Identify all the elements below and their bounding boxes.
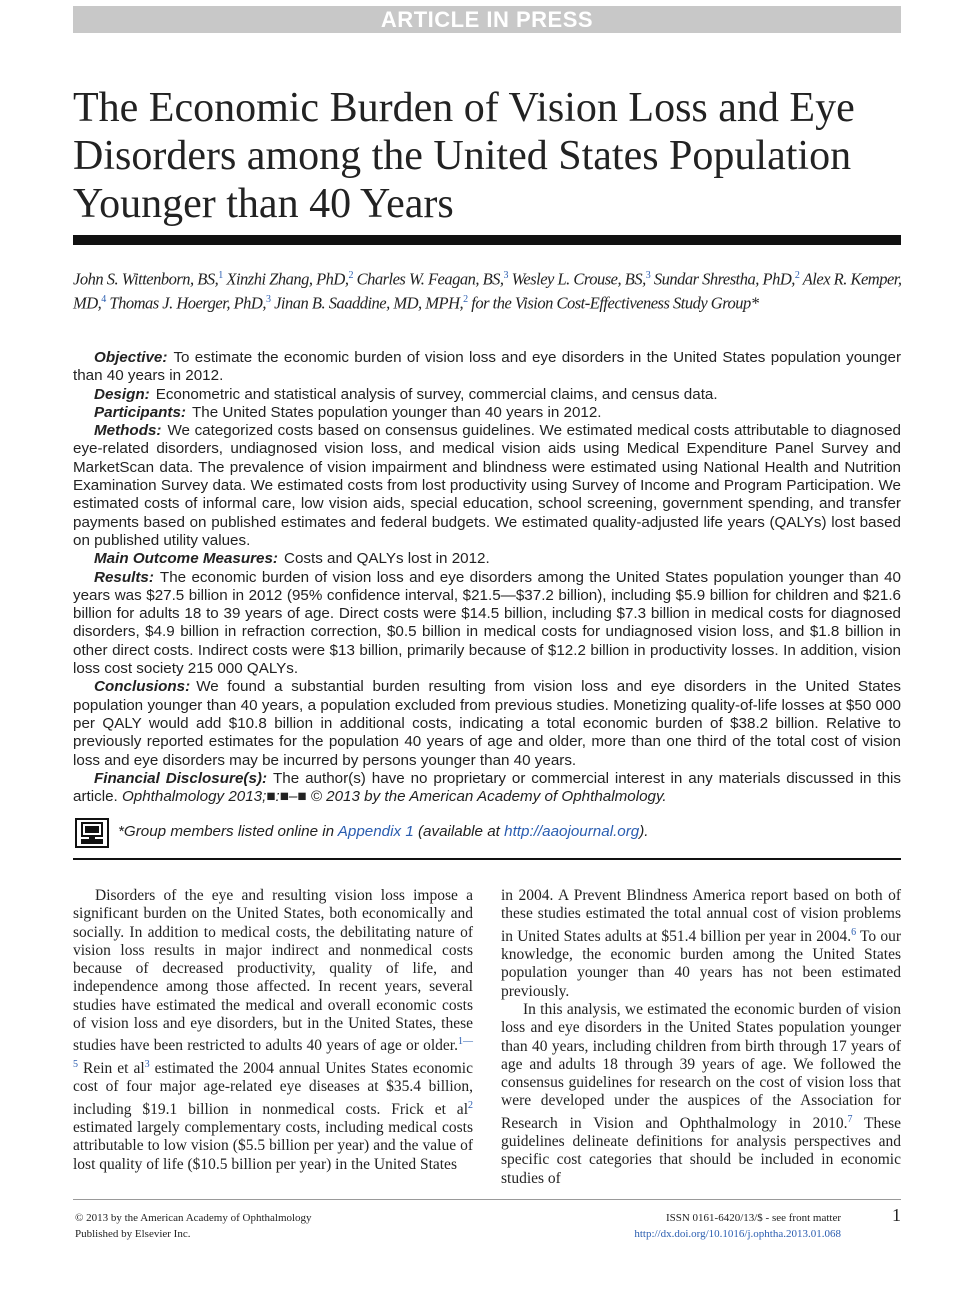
section-label: Methods:	[94, 422, 162, 440]
citation-ref[interactable]: 7	[847, 1113, 853, 1125]
citation-ref[interactable]: 2	[468, 1099, 473, 1111]
footer-divider	[73, 1199, 901, 1200]
body-text: To our knowledge, the economic burden among the United States population younger than 40 years has not been estimated previously.	[501, 927, 901, 1000]
author-name: Alex R. Kemper, MD,	[73, 269, 902, 312]
section-label: Conclusions:	[94, 678, 191, 696]
body-text: Rein et al	[78, 1059, 145, 1077]
citation-ref[interactable]: 3	[144, 1058, 150, 1070]
author-name: Xinzhi Zhang, PhD,	[226, 269, 349, 289]
author-name: Jinan B. Saaddine, MD, MPH,	[274, 293, 464, 312]
body-text: in 2004. A Prevent Blindness America report based on both of these studies estimated the total annual cost of vision problems in United States adults at $51.4 billion per year in 2004.	[501, 887, 901, 945]
abstract-results	[73, 569, 901, 679]
journal-url-link[interactable]: http://aaojournal.org	[504, 823, 640, 840]
author-name: Wesley L. Crouse, BS,	[511, 269, 646, 289]
author-list	[73, 266, 903, 313]
body-text: estimated the 2004 annual Unites States economic cost of four major age-related eye diseases at $35.4 billion, including $19.1 billion in nonmedical costs. Frick et al	[73, 1059, 473, 1118]
section-label: Main Outcome Measures:	[94, 550, 278, 568]
note-prefix: *Group members listed online in	[118, 823, 335, 840]
note-middle: (available at	[418, 823, 500, 840]
affiliation-ref[interactable]: 1	[218, 270, 223, 281]
title-divider	[73, 235, 901, 245]
body-paragraph	[501, 887, 901, 1001]
body-text: In this analysis, we estimated the economic burden of vision loss and eye disorders in the United States population younger than 40 years, including children from birth through 17 years of age and adults 18 through 39 years of age. We followed the consensus guidelines for research on the cost of vision loss that were developed under the auspices of the Association for Research in Vision and Ophthalmology in 2010.	[501, 1000, 901, 1132]
section-text: The economic burden of vision loss and eye disorders among the United States population younger than 40 years was $27.5 billion in 2012 (95% confidence interval, $21.5—$37.2 billion), including $5.9 billion for children and $21.6 billion for adults 18 to 39 years of age. Direct costs were $14.5 billion, including $7.3 billion in medical costs for diagnosed disorders, $4.9 billion in refraction correction, $0.5 billion in medical costs for undiagnosed vision loss, and $1.8 billion in other direct costs. Indirect costs were $13 billion, primarily because of $12.2 billion in productivity losses. In addition, vision loss cost society 215 000 QALYs.	[73, 568, 901, 678]
doi-link[interactable]: http://dx.doi.org/10.1016/j.ophtha.2013.01.068	[634, 1228, 841, 1240]
study-group-name: for the Vision Cost-Effectiveness Study Group*	[471, 293, 759, 312]
group-members-note	[73, 816, 901, 850]
body-paragraph	[501, 1001, 901, 1188]
issn-line: ISSN 0161-6420/13/$ - see front matter	[665, 1212, 841, 1224]
abstract-methods	[73, 422, 901, 550]
abstract-conclusions	[73, 678, 901, 769]
affiliation-ref[interactable]: 3	[645, 270, 651, 281]
section-text: The author(s) have no proprietary or commercial interest in any materials discussed in this article.	[73, 769, 901, 806]
abstract-participants	[73, 404, 901, 422]
publisher-line: Published by Elsevier Inc.	[75, 1228, 191, 1240]
group-note-text	[118, 823, 649, 840]
citation-ref[interactable]: 6	[851, 926, 857, 938]
body-text: Disorders of the eye and resulting vision loss impose a significant burden on the United States, both economically and socially. In addition to medical costs, the debilitating nature of vision loss results in major indirect and nonmedical costs because of decreased productivity, quality of life, and independence among those affected. In recent years, several studies have estimated the medical and overall economic costs of vision loss and eye disorders, but in the United States, these studies have been restricted to adults 40 years of age or older.	[73, 887, 473, 1055]
body-column-right	[501, 887, 901, 1188]
affiliation-ref[interactable]: 2	[463, 293, 468, 305]
affiliation-ref[interactable]: 2	[794, 270, 800, 281]
affiliation-ref[interactable]: 2	[348, 270, 353, 281]
section-text: To estimate the economic burden of vision loss and eye disorders in the United States population younger than 40 years in 2012.	[73, 349, 901, 385]
section-text: Econometric and statistical analysis of survey, commercial claims, and census data.	[155, 385, 718, 403]
affiliation-ref[interactable]: 3	[265, 293, 271, 305]
author-name: Thomas J. Hoerger, PhD,	[109, 293, 266, 312]
body-column-left	[73, 887, 473, 1174]
section-label: Participants:	[94, 403, 186, 421]
article-title: The Economic Burden of Vision Loss and Eye Disorders among the United States Population Younger than 40 Years	[73, 85, 855, 227]
footer-right	[634, 1210, 841, 1242]
author-name: John S. Wittenborn, BS,	[73, 269, 219, 289]
body-text: estimated largely complementary costs, including medical costs attributable to low vision ($5.5 billion per year) and the value of lost quality of life ($10.5 billion per year) in the United States	[73, 1119, 473, 1173]
section-label: Objective:	[94, 349, 168, 366]
section-label: Results:	[94, 568, 154, 586]
abstract	[73, 349, 901, 806]
article-in-press-banner: ARTICLE IN PRESS	[73, 6, 901, 33]
footer-left	[75, 1210, 312, 1242]
abstract-divider	[73, 858, 901, 860]
abstract-outcomes	[73, 550, 901, 568]
section-text: Costs and QALYs lost in 2012.	[284, 550, 490, 568]
note-suffix: ).	[639, 823, 649, 840]
abstract-disclosure	[73, 770, 901, 807]
page-number: 1	[892, 1205, 901, 1225]
section-label: Design:	[94, 385, 150, 403]
appendix-link[interactable]: Appendix 1	[337, 823, 414, 840]
abstract-design	[73, 386, 901, 404]
affiliation-ref[interactable]: 4	[101, 293, 106, 305]
abstract-objective	[73, 349, 901, 386]
section-text: We found a substantial burden resulting from vision loss and eye disorders in the United States population younger than 40 years, a population excluded from previous studies. Monetizing quality-of-life losses at $50 000 per QALY would add $10.8 billion in additional costs, indicating a total economic burden of $38.2 billion. Relative to previously reported estimates for the population 40 years of age and older, more than one third of the total cost of vision loss and eye disorders may be incurred by persons younger than 40 years.	[73, 678, 901, 769]
journal-citation: Ophthalmology 2013;■:■–■ © 2013 by the American Academy of Ophthalmology.	[121, 788, 667, 806]
affiliation-ref[interactable]: 3	[503, 270, 509, 281]
body-text: These guidelines delineate definitions for analysis perspectives and specific cost categories that should be included in economic studies of	[501, 1114, 901, 1187]
citation-ref[interactable]: 1—5	[73, 1036, 473, 1070]
author-name: Sundar Shrestha, PhD,	[653, 269, 795, 289]
copyright-line: © 2013 by the American Academy of Ophthalmology	[75, 1212, 312, 1224]
computer-monitor-icon	[75, 818, 109, 848]
section-label: Financial Disclosure(s):	[94, 769, 268, 787]
section-text: The United States population younger than 40 years in 2012.	[192, 403, 602, 421]
author-name: Charles W. Feagan, BS,	[356, 269, 504, 289]
section-text: We categorized costs based on consensus guidelines. We estimated medical costs attributable to diagnosed eye-related disorders, undiagnosed vision loss, and medical vision aids using Medical Expenditure Panel Survey and MarketScan data. The prevalence of vision impairment and blindness were estimated using National Health and Nutrition Examination Survey data. We estimated costs from lost productivity using Survey of Income and Program Participation. We estimated costs of informal care, low vision aids, special education, school screening, government spending, and transfer payments based on published estimates and federal budgets. We estimated quality-adjusted life years (QALYs) lost based on published utility values.	[73, 422, 901, 549]
body-paragraph	[73, 887, 473, 1174]
